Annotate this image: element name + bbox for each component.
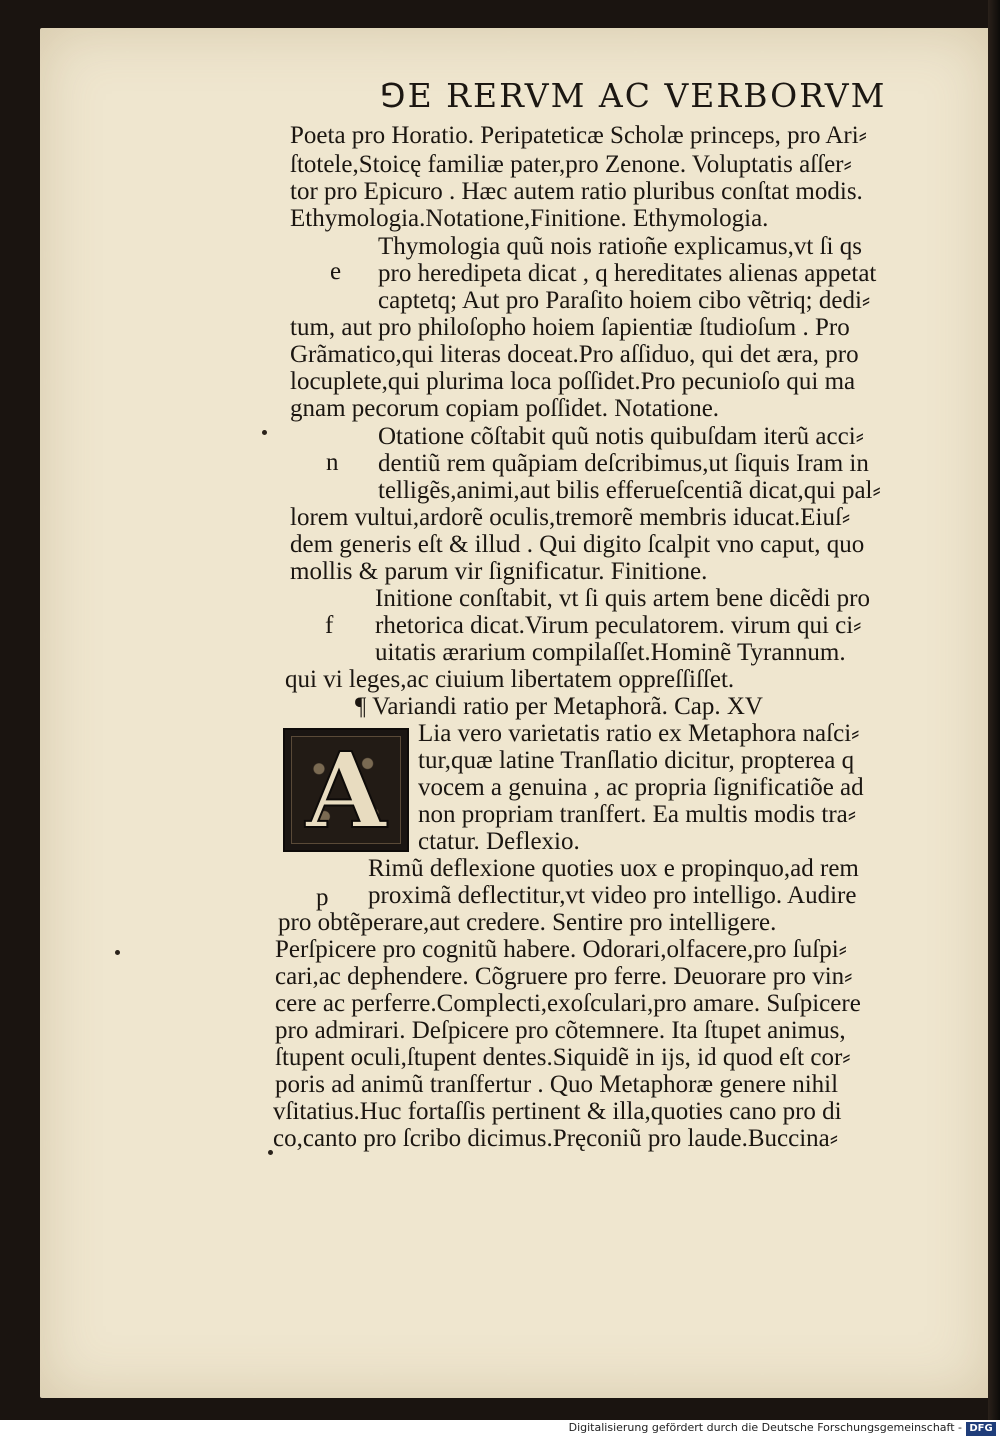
text-line: non propriam tranſfert. Ea multis modis tra⸗ [418,801,857,828]
text-line: pro obtẽperare,aut credere. Sentire pro intelligere. [278,909,777,936]
text-line: proximã deflectitur,vt video pro intelligo. Audire [368,882,857,909]
text-line: uitatis ærarium compilaſſet.Hominẽ Tyrannum. [375,639,846,666]
text-line: Initione conſtabit, vt ſi quis artem bene dicẽdi pro [375,585,871,612]
text-line: Otatione cõſtabit quũ notis quibuſdam iterũ acci⸗ [378,423,864,450]
text-line: pro admirari. Deſpicere pro cõtemnere. Ita ſtupet animus, [275,1017,846,1044]
text-line: ctatur. Deflexio. [418,828,580,855]
text-line: captetq; Aut pro Paraſito hoiem cibo vẽtriq; dedi⸗ [378,287,871,314]
decorated-initial [283,728,409,852]
text-line: locuplete,qui plurima loca poſſidet.Pro pecunioſo qui ma [290,368,856,395]
text-line: telligẽs,animi,aut bilis efferueſcentiã dicat,qui pal⸗ [378,477,881,504]
text-line: Perſpicere pro cognitũ habere. Odorari,olfacere,pro ſuſpi⸗ [275,936,847,963]
ink-speck [268,1150,273,1155]
text-line: Ethymologia.Notatione,Finitione. Ethymologia. [290,205,769,232]
ink-speck [262,430,267,435]
text-line: Thymologia quũ nois ratioñe explicamus,vt ſi qs [378,233,862,260]
text-line: dem generis eſt & illud . Qui digito ſcalpit vno caput, quo [290,531,865,558]
text-line: Lia vero varietatis ratio ex Metaphora naſci⸗ [418,720,860,747]
text-line: ſtotele,Stoicę familiæ pater,pro Zenone. Voluptatis aſſer⸗ [290,151,852,178]
text-line: vſitatius.Huc fortaſſis pertinent & illa,quoties cano pro di [273,1098,842,1125]
text-line: dentiũ rem quãpiam deſcribimus,ut ſiquis Iram in [378,450,869,477]
marginal-guide-letter: f [325,612,334,639]
digitization-credit: Digitalisierung gefördert durch die Deutsche Forschungsgemeinschaft - [568,1421,962,1434]
text-line: Grãmatico,qui literas doceat.Pro aſſiduo, qui det æra, pro [290,341,859,368]
text-line: Poeta pro Horatio. Peripateticæ Scholæ princeps, pro Ari⸗ [290,122,867,149]
marginal-guide-letter: e [330,258,342,285]
initial-letter: A [305,728,387,852]
marginal-guide-letter: n [326,449,339,476]
ink-speck [115,950,120,955]
text-line: pro heredipeta dicat , q hereditates alienas appetat [378,260,877,287]
text-line: vocem a genuina , ac propria ſignificatiõe ad [418,774,864,801]
text-line: tor pro Epicuro . Hæc autem ratio pluribus conſtat modis. [290,178,863,205]
text-line: mollis & parum vir ſignificatur. Finitione. [290,558,708,585]
book-spine-edge [988,0,1000,1420]
text-line: tum, aut pro philoſopho hoiem ſapientiæ ſtudioſum . Pro [290,314,850,341]
marginal-guide-letter: p [316,884,329,911]
text-line: qui vi leges,ac ciuium libertatem oppreſſiſſet. [285,666,735,693]
text-line: co,canto pro ſcribo dicimus.Pręconiũ pro laude.Buccina⸗ [273,1125,839,1152]
text-line: Rimũ deflexione quoties uox e propinquo,ad rem [368,855,859,882]
text-line: cere ac perferre.Complecti,exoſculari,pro amare. Suſpicere [275,990,861,1017]
text-line: cari,ac dephendere. Cõgruere pro ferre. Deuorare pro vin⸗ [275,963,853,990]
text-line: lorem vultui,ardorẽ oculis,tremorẽ membris iducat.Eiuſ⸗ [290,504,851,531]
text-line: poris ad animũ tranſfertur . Quo Metaphoræ genere nihil [275,1071,839,1098]
chapter-heading: ¶ Variandi ratio per Metaphorã. Cap. XV [355,693,763,720]
running-head: ⅁E RERVM AC VERBORVM [380,76,887,115]
dfg-logo: DFG [966,1422,996,1436]
text-line: ſtupent oculi,ſtupent dentes.Siquidẽ in ijs, id quod eſt cor⸗ [275,1044,851,1071]
text-line: rhetorica dicat.Virum peculatorem. virum qui ci⸗ [375,612,862,639]
text-line: tur,quæ latine Tranſlatio dicitur, propterea q [418,747,855,774]
text-line: gnam pecorum copiam poſſidet. Notatione. [290,395,720,422]
